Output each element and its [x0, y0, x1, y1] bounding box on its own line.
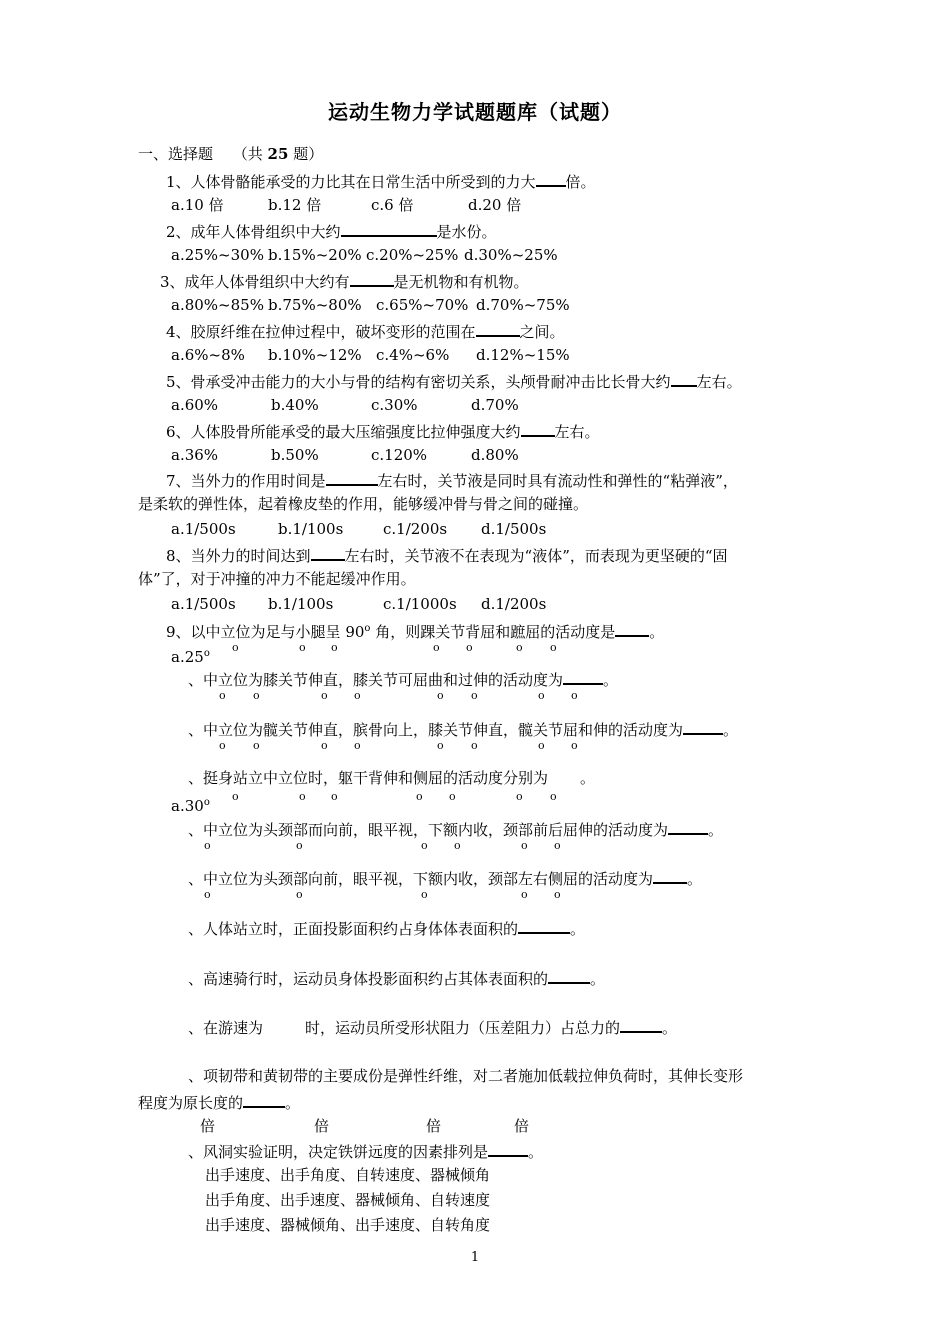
question-8-continuation: 体”了，对于冲撞的冲力不能起缓冲作用。: [138, 570, 416, 588]
question-8-option-b: b.1/100s: [268, 595, 334, 613]
question-10: 、中立位为膝关节伸直，膝关节可屈曲和过伸的活动度为 。: [188, 668, 618, 690]
question-11: 、中立位为髋关节伸直，膑骨向上，膝关节伸直，髋关节屈和伸的活动度为 。: [188, 718, 738, 740]
question-3-option-b: b.75%~80%: [268, 296, 362, 314]
question-13: 、中立位为头颈部而向前，眼平视，下额内收，颈部前后屈伸的活动度为 。: [188, 818, 723, 840]
degree-mark: o: [516, 641, 523, 654]
degree-mark: o: [331, 641, 338, 654]
question-2-option-c: c.20%~25%: [366, 246, 459, 264]
degree-mark: o: [219, 739, 226, 752]
question-6-option-d: d.80%: [471, 446, 519, 464]
question-7-continuation: 是柔软的弹性体，起着橡皮垫的作用，能够缓冲骨与骨之间的碰撞。: [138, 495, 589, 513]
degree-mark: o: [331, 790, 338, 803]
degree-mark: o: [466, 641, 473, 654]
degree-mark: o: [449, 790, 456, 803]
question-1-option-d: d.20 倍: [468, 196, 522, 214]
degree-mark: o: [516, 790, 523, 803]
question-15: 、人体站立时，正面投影面积约占身体体表面积的 。: [188, 917, 585, 939]
question-1-option-a: a.10 倍: [171, 196, 224, 214]
question-7-option-b: b.1/100s: [278, 520, 344, 538]
question-18: 、项韧带和黄韧带的主要成份是弹性纤维，对二者施加低载拉伸负荷时，其伸长变形: [188, 1067, 744, 1085]
question-7-option-a: a.1/500s: [171, 520, 236, 538]
question-1-option-c: c.6 倍: [371, 196, 414, 214]
question-9-option-a: a.25$^o$: [171, 648, 210, 666]
question-7: 7、当外力的作用时间是 左右时，关节液是同时具有流动性和弹性的“粘弹液”，: [166, 469, 738, 491]
question-18-option-d: 倍: [514, 1117, 530, 1135]
degree-mark: o: [416, 790, 423, 803]
degree-mark: o: [521, 888, 528, 901]
degree-mark: o: [232, 790, 239, 803]
question-19-option-1: 出手速度、出手角度、自转速度、器械倾角: [205, 1166, 491, 1184]
question-4-option-c: c.4%~6%: [376, 346, 450, 364]
degree-mark: o: [538, 689, 545, 702]
degree-mark: o: [571, 689, 578, 702]
question-19-option-3: 出手速度、器械倾角、出手速度、自转角度: [205, 1216, 491, 1234]
question-9: 9、以中立位为足与小腿呈 90$^o$ 角，则踝关节背屈和蹠屈的活动度是 。: [166, 619, 664, 642]
degree-mark: o: [219, 689, 226, 702]
question-5-option-d: d.70%: [471, 396, 519, 414]
degree-mark: o: [554, 839, 561, 852]
section-heading: 一、选择题 （共 25 题）: [138, 145, 324, 163]
question-18-option-c: 倍: [426, 1117, 442, 1135]
question-18-option-b: 倍: [314, 1117, 330, 1135]
degree-mark: o: [538, 739, 545, 752]
degree-mark: o: [204, 888, 211, 901]
degree-mark: o: [296, 839, 303, 852]
question-8-option-a: a.1/500s: [171, 595, 236, 613]
question-12: 、挺身站立中立位时，躯干背伸和侧屈的活动度分别为 。: [188, 769, 596, 787]
question-3-option-c: c.65%~70%: [376, 296, 469, 314]
degree-mark: o: [421, 839, 428, 852]
document-title: 运动生物力学试题题库（试题）: [328, 100, 622, 124]
question-5-option-b: b.40%: [271, 396, 319, 414]
question-6-option-c: c.120%: [371, 446, 428, 464]
degree-mark: o: [471, 739, 478, 752]
question-2: 2、成年人体骨组织中大约 是水份。: [166, 220, 497, 242]
degree-mark: o: [437, 739, 444, 752]
question-3: 3、成年人体骨组织中大约有 是无机物和有机物。: [160, 270, 529, 292]
question-16: 、高速骑行时，运动员身体投影面积约占其体表面积的 。: [188, 967, 605, 989]
degree-mark: o: [554, 888, 561, 901]
degree-mark: o: [253, 739, 260, 752]
question-7-option-c: c.1/200s: [383, 520, 448, 538]
question-1-option-b: b.12 倍: [268, 196, 322, 214]
question-6-option-b: b.50%: [271, 446, 319, 464]
question-4-option-a: a.6%~8%: [171, 346, 245, 364]
question-4-option-b: b.10%~12%: [268, 346, 362, 364]
question-5-option-c: c.30%: [371, 396, 418, 414]
degree-mark: o: [471, 689, 478, 702]
degree-mark: o: [571, 739, 578, 752]
question-8: 8、当外力的时间达到 左右时，关节液不在表现为“液体”，而表现为更坚硬的“固: [166, 544, 728, 566]
question-18-option-a: 倍: [200, 1117, 216, 1135]
degree-mark: o: [296, 888, 303, 901]
degree-mark: o: [204, 839, 211, 852]
degree-mark: o: [421, 888, 428, 901]
question-3-option-d: d.70%~75%: [476, 296, 570, 314]
question-2-option-b: b.15%~20%: [268, 246, 362, 264]
degree-mark: o: [321, 689, 328, 702]
degree-mark: o: [253, 689, 260, 702]
question-17: 、在游速为 时，运动员所受形状阻力（压差阻力）占总力的 。: [188, 1016, 677, 1038]
degree-mark: o: [321, 739, 328, 752]
question-5-option-a: a.60%: [171, 396, 219, 414]
question-14: 、中立位为头颈部向前，眼平视，下额内收，颈部左右侧屈的活动度为 。: [188, 867, 702, 889]
degree-mark: o: [433, 641, 440, 654]
page-number: 1: [470, 1250, 480, 1265]
question-2-option-d: d.30%~25%: [464, 246, 558, 264]
degree-mark: o: [354, 739, 361, 752]
degree-mark: o: [299, 790, 306, 803]
degree-mark: o: [232, 641, 239, 654]
question-8-option-d: d.1/200s: [481, 595, 547, 613]
question-2-option-a: a.25%~30%: [171, 246, 264, 264]
question-19: 、风洞实验证明，决定铁饼远度的因素排列是 。: [188, 1140, 543, 1162]
degree-mark: o: [454, 839, 461, 852]
question-4: 4、胶原纤维在拉伸过程中，破坏变形的范围在 之间。: [166, 320, 565, 342]
degree-mark: o: [521, 839, 528, 852]
question-7-option-d: d.1/500s: [481, 520, 547, 538]
degree-mark: o: [550, 641, 557, 654]
question-6-option-a: a.36%: [171, 446, 219, 464]
question-5: 5、骨承受冲击能力的大小与骨的结构有密切关系，头颅骨耐冲击比长骨大约 左右。: [166, 370, 742, 392]
question-19-option-2: 出手角度、出手速度、器械倾角、自转速度: [205, 1191, 491, 1209]
question-3-option-a: a.80%~85%: [171, 296, 264, 314]
question-8-option-c: c.1/1000s: [383, 595, 457, 613]
question-6: 6、人体股骨所能承受的最大压缩强度比拉伸强度大约 左右。: [166, 420, 600, 442]
question-1: 1、人体骨骼能承受的力比其在日常生活中所受到的力大 倍。: [166, 170, 596, 192]
question-12-option-a: a.30$^o$: [171, 797, 210, 815]
degree-mark: o: [299, 641, 306, 654]
question-18-continuation: 程度为原长度的 。: [138, 1091, 300, 1113]
question-4-option-d: d.12%~15%: [476, 346, 570, 364]
degree-mark: o: [354, 689, 361, 702]
degree-mark: o: [550, 790, 557, 803]
degree-mark: o: [437, 689, 444, 702]
